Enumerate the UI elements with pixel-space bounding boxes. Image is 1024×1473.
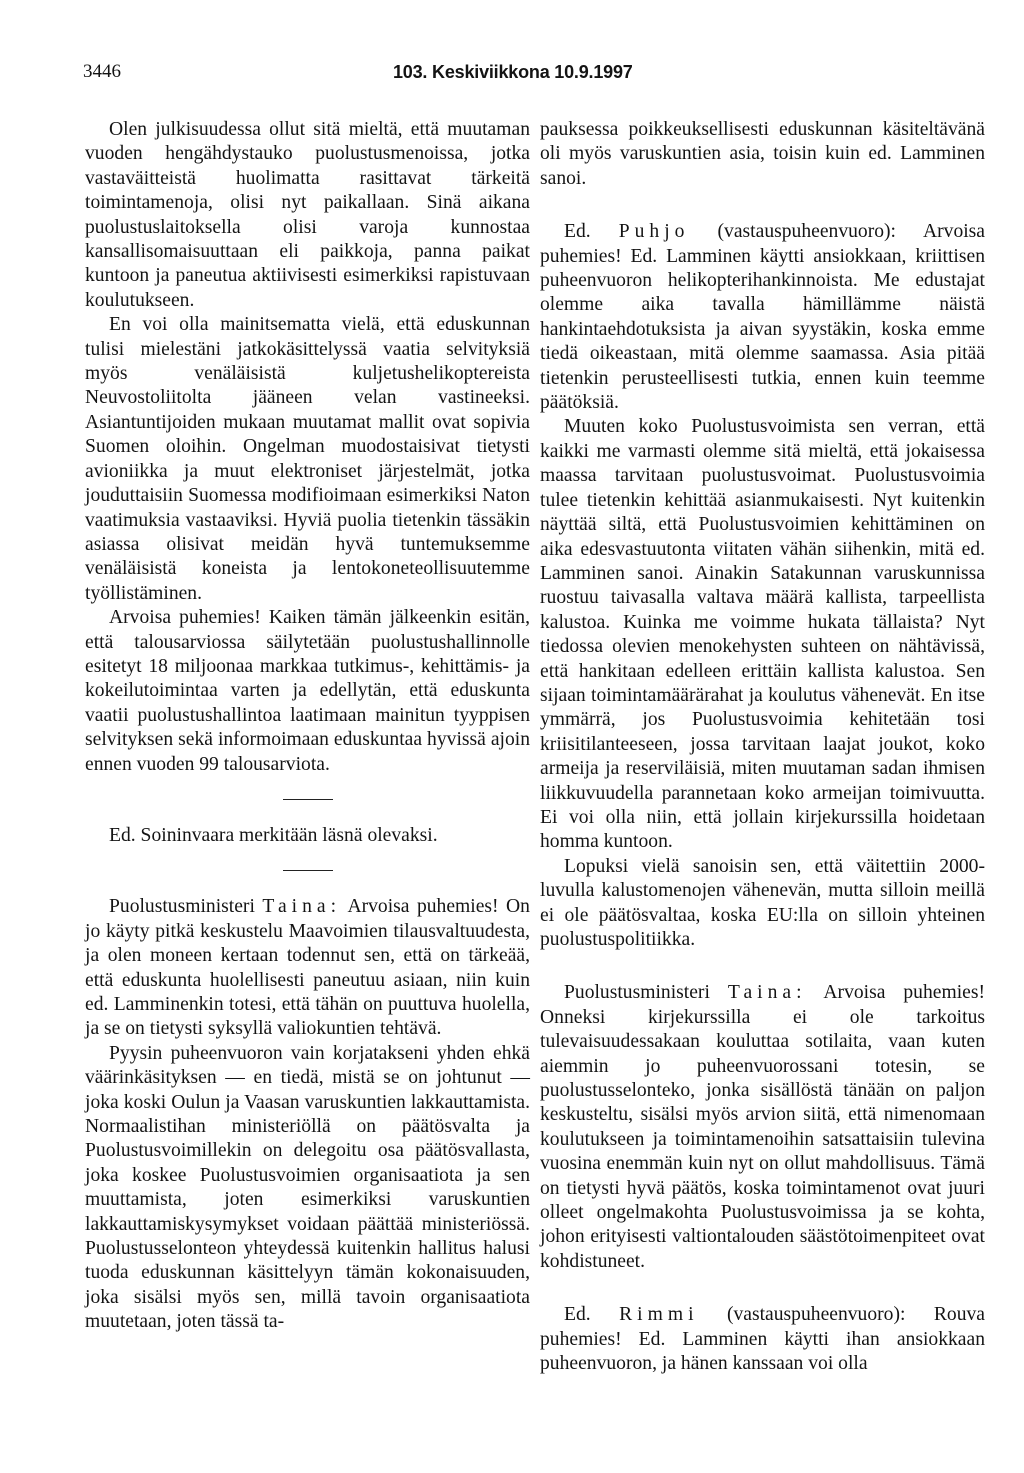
speech-paragraph [540,1303,985,1376]
speaker-title: Puolustusministeri [564,982,710,1004]
paragraph: Muuten koko Puolustusvoimista sen verran, että kaikki me varmasti olemme sitä mieltä, että jokaisessa maassa tarvitaan puolustusvoimat. Puolustusvoimia tulee tietenkin kehittää asianmukaisesti. Nyt kuitenkin näyttää siltä, että Puolustusvoimien kehittäminen on aika edesvastuutonta viitaten vähän siihenkin, mitä ed. Lamminen sanoi. Ainakin Satakunnan varuskunnissa ruostuu taivasalla valtava määrä kallista, tarpeellista kalustoa. Kuinka me voimme hukata tällaista? Nyt tiedossa olevien menokehysten suhteen on nähtävissä, että hankitaan edelleen erittäin kallista kalustoa. Sen sijaan toimintamäärärahat ja koulutus vähenevät. En itse ymmärrä, jos Puolustusvoimia kehitetään tosi kriisitilanteeseen, jossa tarvitaan laajat joukot, koko armeija ja reserviläisiä, miten muutaman sadan ihmisen liikkuvuudella parannetaan koko armeijan toimivuutta. Ei voi olla niin, että jollain kirjekurssilla hoidetaan homma kuntoon. [540,416,985,853]
session-header: 103. Keskiviikkona 10.9.1997 [393,62,633,82]
speech-text: (vastauspuheenvuoro): Arvoisa puhemies! Ed. Lamminen käytti ansiokkaan, kriittisen puheenvuoron helikopterihankinnoista. Me edustajat olemme aika tavalla hämillämme näistä hankintaehdotuksista ja aivan syystäkin, koska emme tiedä oikeastaan, mitä olemme saamassa. Asia pitää tietenkin perusteellisesti tutkia, ennen kuin teemme päätöksiä. [540,221,986,414]
speech-paragraph [540,981,985,1274]
speaker-prefix: Ed. [564,221,591,243]
speaker-name: Taina: [262,896,342,918]
speaker-name: Puhjo [618,221,690,243]
presence-notice: Ed. Soininvaara merkitään läsnä olevaksi. [109,824,438,846]
left-column [85,118,530,1335]
paragraph: Lopuksi vielä sanoisin sen, että väitettiin 2000-luvulla kalustomenojen vähenevän, mutta silloin meillä ei ole päätösvaltaa, koska EU:lla on silloin yhteinen puolustuspolitiikka. [540,855,985,950]
speaker-name: Taina: [727,982,807,1004]
paragraph: Arvoisa puhemies! Kaiken tämän jälkeenkin esitän, että talousarviossa säilytetään puolustushallinnolle esitetyt 18 miljoonaa markkaa tutkimus-, kehittämis- ja kokeilutoimintaa varten ja edellytän, että eduskunta vaatii puolustushallintoa laatimaan mainitun tyyppisen selvityksen sekä informoimaan eduskuntaa hyvissä ajoin ennen vuoden 99 talousarviota. [85,607,530,775]
speaker-name: Rimmi [619,1304,699,1326]
paragraph: pauksessa poikkeuksellisesti eduskunnan käsiteltävänä oli myös varuskuntien asia, toisin kuin ed. Lamminen sanoi. [540,119,985,189]
speech-text: Arvoisa puhemies! On jo käyty pitkä keskustelu Maavoimien tilausvaltuudesta, ja olen moneen kertaan todennut sen, että on tärkeää, että eduskunta huolellisesti paneutuu asiaan, niin kuin ed. Lamminenkin totesi, että tähän on puuttuva huolella, ja se on tietysti syksyllä valiokuntien tehtävä. [85,896,530,1040]
speaker-prefix: Ed. [564,1304,591,1326]
page-number: 3446 [83,61,121,82]
paragraph: Pyysin puheenvuoron vain korjatakseni yhden ehkä väärinkäsityksen — en tiedä, mistä se on johtunut — joka koski Oulun ja Vaasan varuskuntien lakkauttamista. Normaalistihan ministeriöllä on päätösvalta ja Puolustusvoimillekin on delegoitu osa päätösvallasta, joka koskee Puolustusvoimien organisaatiota ja sen muuttamista, joten esimerkiksi varuskuntien lakkauttamiskysymykset voidaan päättää ministeriössä. Puolustusselonteon yhteydessä kuitenkin hallitus halusi tuoda eduskunnan käsittelyyn tämän kokonaisuuden, joka sisälsi myös sen, millä tavoin organisaatiota muutetaan, joten tässä ta- [85,1042,530,1333]
speech-text: Arvoisa puhemies! Onneksi kirjekurssilla ei ole tarkoitus tulevaisuudessakaan kouluttaa sotilaita, vaan kuten aiemmin jo puheenvuorossani totesin, se puolustusselonteko, jonka sisällöstä tänään on paljon keskusteltu, sisälsi myös arvion siitä, että nimenomaan koulutukseen ja toimintamenoihin satsattaisiin tulevina vuosina enemmän kuin nyt on ollut mahdollisuus. Tämä on tietysti hyvä päätös, koska toimintamenot ovat juuri olleet ongelmakohta Puolustusvoimissa ja se kohta, johon erityisesti valtiontalouden säästötoimenpiteet ovat kohdistuneet. [540,982,985,1272]
paragraph: Olen julkisuudessa ollut sitä mieltä, että muutaman vuoden hengähdystauko puolustusmenoissa, jotka vastaväitteistä huolimatta rasittavat tärkeitä toimintamenoja, olisi nyt paikallaan. Sinä aikana puolustuslaitoksella olisi varoja kunnostaa kansallisomaisuuttaan eli paikkoja, panna paikat kuntoon ja paneutua aktiivisesti esimerkiksi rapistuvaan koulutukseen. [85,119,530,311]
paragraph: En voi olla mainitsematta vielä, että eduskunnan tulisi mielestäni jatkokäsittelyssä vaatia selvityksiä myös venäläisistä kuljetushelikoptereista Neuvostoliitolta jääneen velan vastineeksi. Asiantuntijoiden mukaan muutamat mallit ovat sopivia Suomen oloihin. Ongelman muodostaisivat tietysti avioniikka ja muut elektroniset järjestelmät, jotka jouduttaisiin Suomessa modifioimaan esimerkiksi Naton vaatimuksia vastaaviksi. Hyviä puolia tietenkin tässäkin asiassa olisivat meidän hyvä tuntemuksemme venäläisistä koneista ja lentokoneteollisuutemme työllistäminen. [85,314,530,604]
speech-paragraph [85,895,530,1041]
speech-paragraph [540,220,985,415]
speaker-title: Puolustusministeri [109,896,255,918]
speech-text: (vastauspuheenvuoro): Rouva puhemies! Ed. Lamminen käytti ihan ansiokkaan puheenvuoron, ja hänen kanssaan voi olla [540,1304,986,1375]
right-column [540,118,985,1377]
